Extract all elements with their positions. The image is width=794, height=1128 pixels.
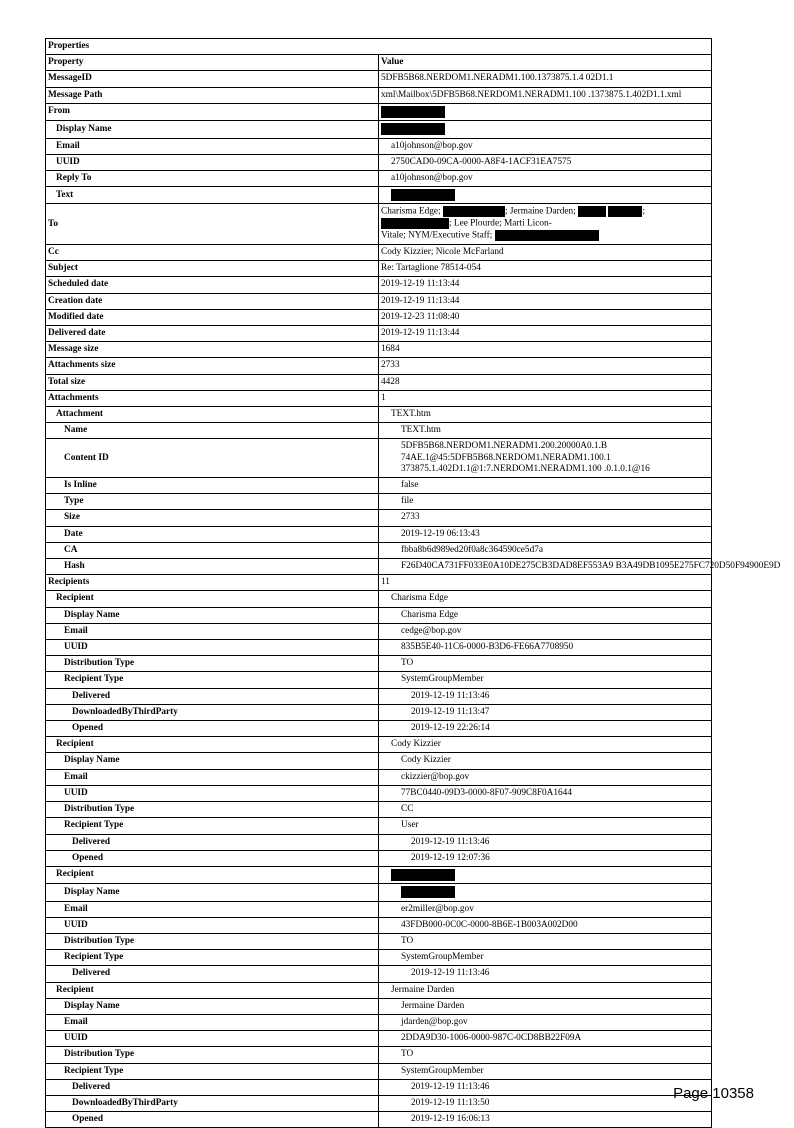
property-value: Cody Kizzier [379,753,712,769]
header-value: Value [379,55,712,71]
table-row [46,575,712,591]
property-name: Attachments [46,390,379,406]
table-row [46,884,712,901]
property-name: Modified date [46,309,379,325]
header-property: Property [46,55,379,71]
table-row [46,737,712,753]
redaction-box [381,218,449,229]
property-name: Display Name [46,607,379,623]
redaction-box [578,206,606,217]
table-row [46,998,712,1014]
table-row [46,704,712,720]
table-row [46,1015,712,1031]
property-name: Recipient Type [46,672,379,688]
table-row [46,1079,712,1095]
property-value: 2019-12-23 11:08:40 [379,309,712,325]
property-value: 2733 [379,358,712,374]
table-row [46,866,712,883]
property-value: cedge@bop.gov [379,623,712,639]
property-value: ckizzier@bop.gov [379,769,712,785]
property-name: Delivered [46,834,379,850]
table-row [46,982,712,998]
table-row [46,559,712,575]
property-value: xml\Mailbox\5DFB5B68.NERDOM1.NERADM1.100 .1373875.1.402D1.1.xml [379,87,712,103]
property-name: Display Name [46,753,379,769]
property-name: Is Inline [46,478,379,494]
property-name: Distribution Type [46,656,379,672]
property-value: 43FDB000-0C0C-0000-8B6E-1B003A002D00 [379,917,712,933]
property-name: UUID [46,640,379,656]
property-value: Re: Tartaglione 78514-054 [379,261,712,277]
table-row [46,187,712,204]
property-value: 2019-12-19 11:13:44 [379,277,712,293]
table-row [46,607,712,623]
property-name: DownloadedByThirdParty [46,704,379,720]
property-name: Hash [46,559,379,575]
table-row [46,494,712,510]
property-name: Opened [46,721,379,737]
property-value: Charisma Edge [379,607,712,623]
property-value: TO [379,934,712,950]
table-row [46,510,712,526]
to-text: ; Lee Plourde; Marti Licon- [449,218,552,229]
table-row [46,170,712,186]
property-name: Attachments size [46,358,379,374]
property-value: 1 [379,390,712,406]
property-name: Recipient [46,866,379,883]
property-name: Delivered [46,688,379,704]
table-row [46,439,712,478]
property-name: Delivered [46,966,379,982]
property-value: 2019-12-19 12:07:36 [379,850,712,866]
property-name: Email [46,138,379,154]
property-name: UUID [46,154,379,170]
property-name: Email [46,623,379,639]
property-name: Scheduled date [46,277,379,293]
table-row [46,640,712,656]
to-text: Charisma Edge; [381,207,443,218]
property-value: 835B5E40-11C6-0000-B3D6-FE66A7708950 [379,640,712,656]
table-row [46,374,712,390]
property-value: er2miller@bop.gov [379,901,712,917]
table-row [46,672,712,688]
property-name: Opened [46,850,379,866]
property-name: Distribution Type [46,934,379,950]
property-value: TEXT.htm [379,423,712,439]
to-text: ; [642,207,645,218]
table-title: Properties [46,39,712,55]
table-row [46,591,712,607]
property-value: 2019-12-19 11:13:46 [379,1079,712,1095]
table-row [46,204,712,245]
redaction-box [391,869,455,881]
property-value: file [379,494,712,510]
property-value [379,204,712,245]
property-name: Subject [46,261,379,277]
property-value: 2733 [379,510,712,526]
property-value [379,866,712,883]
table-row [46,753,712,769]
table-row [46,358,712,374]
property-value: 2019-12-19 11:13:47 [379,704,712,720]
value-line: 373875.1.402D1.1@1:7.NERDOM1.NERADM1.100 .0.1.0.1@16 [401,463,650,474]
to-text: Vitale; NYM/Executive Staff; [381,230,495,241]
table-row [46,688,712,704]
property-name: Content ID [46,439,379,478]
redaction-box [443,206,505,217]
table-row [46,326,712,342]
property-name: Email [46,1015,379,1031]
property-name: To [46,204,379,245]
property-value: 2019-12-19 22:26:14 [379,721,712,737]
property-name: Total size [46,374,379,390]
table-row [46,1112,712,1128]
table-row [46,293,712,309]
property-name: Delivered [46,1079,379,1095]
property-name: Display Name [46,884,379,901]
property-value: TO [379,656,712,672]
property-value: 2019-12-19 11:13:46 [379,966,712,982]
property-name: Recipient [46,982,379,998]
value-line: 5DFB5B68.NERDOM1.NERADM1.200.20000A0.1.B [401,441,608,452]
table-row [46,103,712,120]
table-row [46,407,712,423]
property-name: Recipient [46,591,379,607]
table-title-row [46,39,712,55]
property-value: 2019-12-19 11:13:44 [379,326,712,342]
property-value: Cody Kizzier; Nicole McFarland [379,244,712,260]
table-row [46,1063,712,1079]
property-name: Email [46,901,379,917]
property-value: a10johnson@bop.gov [379,138,712,154]
table-row [46,917,712,933]
property-value: 2019-12-19 16:06:13 [379,1112,712,1128]
table-row [46,277,712,293]
redaction-box [381,123,445,135]
property-value: 2019-12-19 11:13:50 [379,1096,712,1112]
redaction-box [391,189,455,201]
table-row [46,834,712,850]
property-value: 2019-12-19 11:13:44 [379,293,712,309]
table-row [46,623,712,639]
property-value: TEXT.htm [379,407,712,423]
property-value: SystemGroupMember [379,1063,712,1079]
property-name: Display Name [46,121,379,138]
property-name: Email [46,769,379,785]
property-value: Jermaine Darden [379,998,712,1014]
property-name: UUID [46,1031,379,1047]
to-recipients-line2 [381,230,709,242]
table-row [46,966,712,982]
property-value: jdarden@bop.gov [379,1015,712,1031]
table-row [46,1096,712,1112]
property-value: Jermaine Darden [379,982,712,998]
property-name: DownloadedByThirdParty [46,1096,379,1112]
table-row [46,656,712,672]
table-row [46,785,712,801]
redaction-box [401,886,455,898]
property-value: User [379,818,712,834]
property-value: CC [379,802,712,818]
property-name: Cc [46,244,379,260]
property-name: Type [46,494,379,510]
property-value: 2DDA9D30-1006-0000-987C-0CD8BB22F09A [379,1031,712,1047]
property-name: UUID [46,785,379,801]
property-value: 1684 [379,342,712,358]
property-value: 77BC0440-09D3-0000-8F07-909C8F0A1644 [379,785,712,801]
property-name: CA [46,542,379,558]
property-value [379,121,712,138]
table-row [46,950,712,966]
table-row [46,478,712,494]
page-number: Page 10358 [673,1085,754,1102]
table-row [46,818,712,834]
table-row [46,526,712,542]
to-recipients-line1 [381,206,709,230]
table-row [46,1047,712,1063]
property-value: 11 [379,575,712,591]
property-value: 2019-12-19 06:13:43 [379,526,712,542]
property-value: 5DFB5B68.NERDOM1.NERADM1.100.1373875.1.4 02D1.1 [379,71,712,87]
property-value: SystemGroupMember [379,950,712,966]
redaction-box [608,206,642,217]
property-name: Size [46,510,379,526]
property-name: Recipient Type [46,818,379,834]
table-row [46,390,712,406]
table-row [46,423,712,439]
table-row [46,138,712,154]
table-row [46,850,712,866]
property-name: Recipient [46,737,379,753]
property-value: TO [379,1047,712,1063]
table-row [46,261,712,277]
property-value: F26D40CA731FF033E0A10DE275CB3DAD8EF553A9 B3A49DB1095E275FC720D50F94900E9D [379,559,712,575]
to-text: ; Jermaine Darden; [504,207,579,218]
redaction-box [381,106,445,118]
property-value [379,439,712,478]
property-value: SystemGroupMember [379,672,712,688]
property-value [379,187,712,204]
property-value: 2019-12-19 11:13:46 [379,688,712,704]
property-name: Recipients [46,575,379,591]
property-name: Display Name [46,998,379,1014]
property-name: UUID [46,917,379,933]
property-name: MessageID [46,71,379,87]
property-name: Recipient Type [46,1063,379,1079]
table-row [46,154,712,170]
property-value: Cody Kizzier [379,737,712,753]
table-row [46,769,712,785]
value-line: 74AE.1@45:5DFB5B68.NERDOM1.NERADM1.100.1 [401,452,611,463]
property-name: Name [46,423,379,439]
table-row [46,87,712,103]
table-row [46,901,712,917]
property-value: fbba8b6d989ed20f0a8c364590ce5d7a [379,542,712,558]
redaction-box [495,230,599,241]
property-value: 2019-12-19 11:13:46 [379,834,712,850]
property-value: Charisma Edge [379,591,712,607]
property-value: false [379,478,712,494]
property-name: Opened [46,1112,379,1128]
property-name: Attachment [46,407,379,423]
property-value [379,103,712,120]
property-name: Delivered date [46,326,379,342]
table-row [46,802,712,818]
property-value: 2750CAD0-09CA-0000-A8F4-1ACF31EA7575 [379,154,712,170]
property-name: Distribution Type [46,1047,379,1063]
table-row [46,244,712,260]
property-value [379,884,712,901]
table-row [46,542,712,558]
table-row [46,71,712,87]
table-row [46,721,712,737]
table-row [46,342,712,358]
table-row [46,121,712,138]
property-value: a10johnson@bop.gov [379,170,712,186]
property-name: Reply To [46,170,379,186]
property-name: Distribution Type [46,802,379,818]
table-row [46,309,712,325]
property-name: Message Path [46,87,379,103]
table-row [46,1031,712,1047]
property-name: Text [46,187,379,204]
property-name: Date [46,526,379,542]
table-header-row [46,55,712,71]
property-value: 4428 [379,374,712,390]
property-name: Creation date [46,293,379,309]
table-row [46,934,712,950]
property-name: Recipient Type [46,950,379,966]
property-name: Message size [46,342,379,358]
property-name: From [46,103,379,120]
